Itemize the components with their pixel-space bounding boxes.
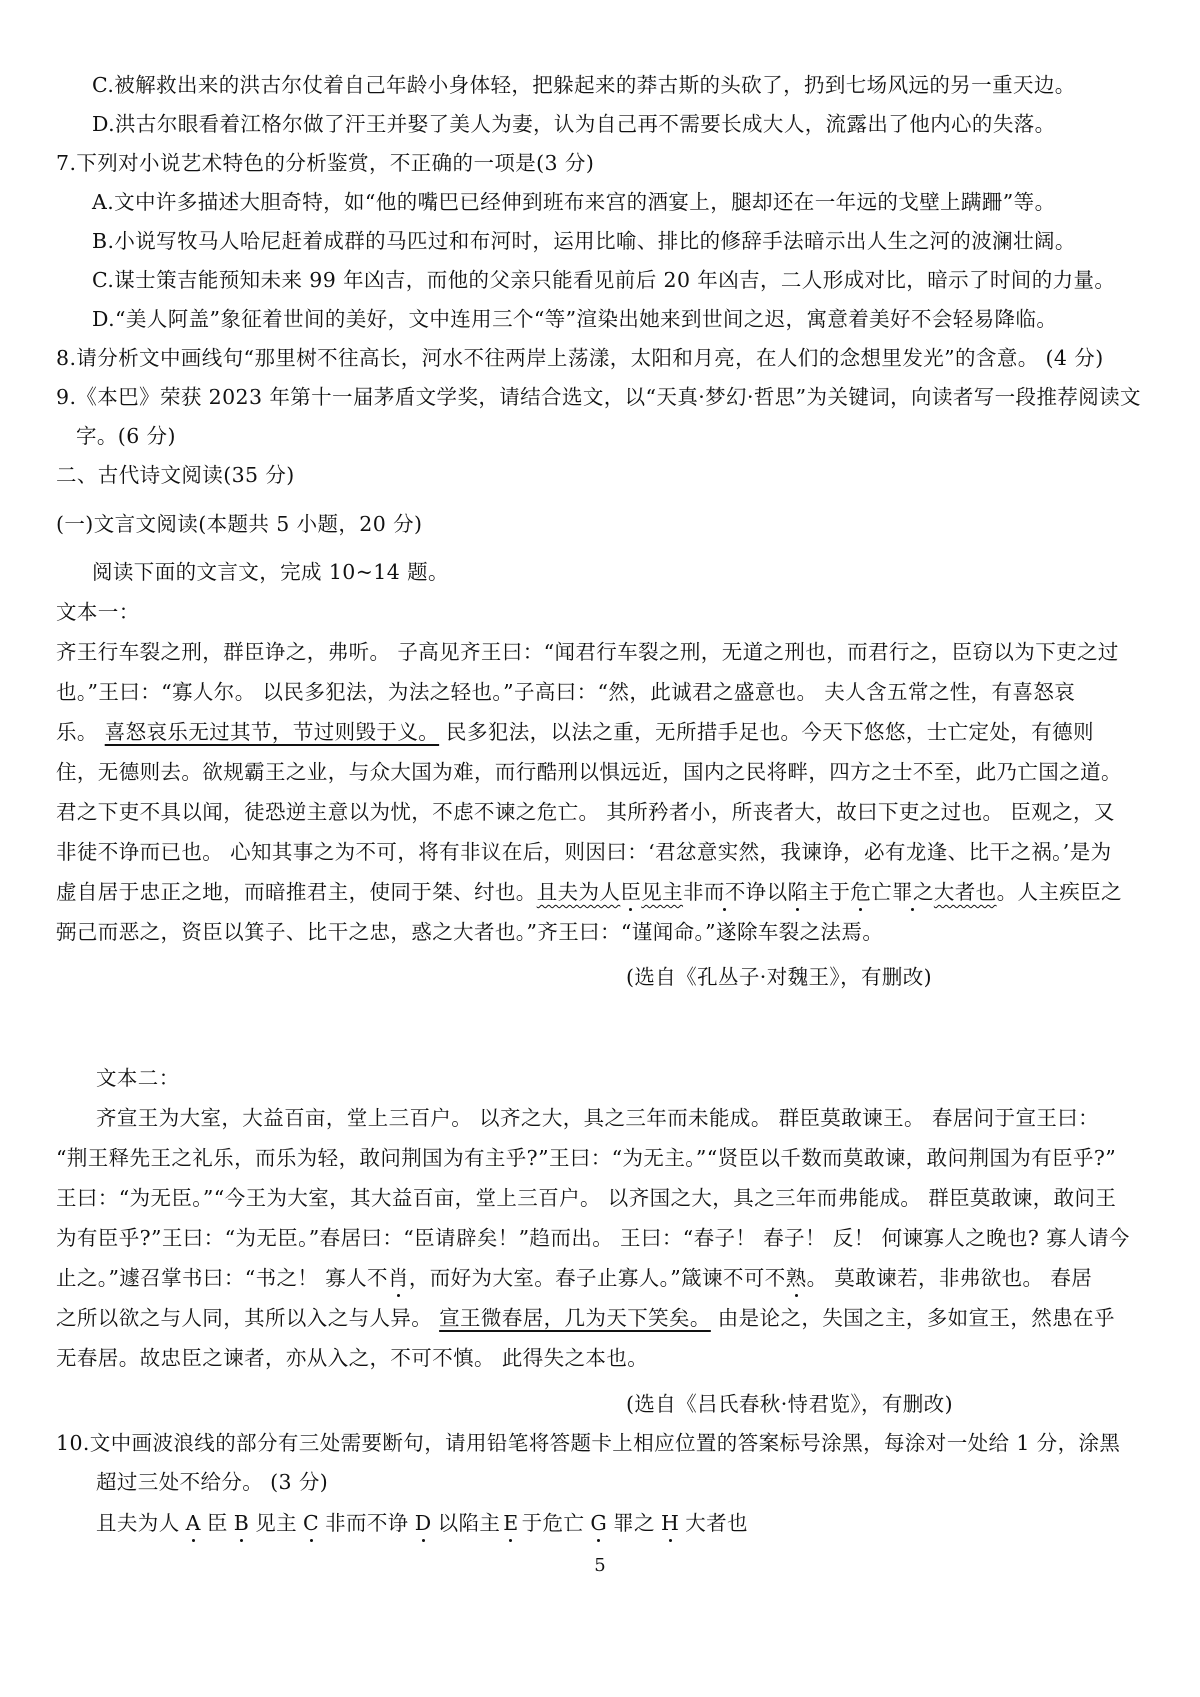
text-segment: ，而好为大室。春子止寡人。”箴谏不可不 [408, 1266, 786, 1290]
text2-label: 文本二： [96, 1066, 180, 1090]
page-number: 5 [594, 1555, 606, 1576]
wavy-segment: 大者也 [933, 880, 997, 904]
text1-line: 弼己而恶之，资臣以箕子、比干之忠，惑之大者也。”齐王曰：“谨闻命。”遂除车裂之法焉。 [56, 920, 884, 944]
wavy-segment: 见主 [641, 880, 684, 904]
q9-stem-line1: 9.《本巴》荣获 2023 年第十一届茅盾文学奖，请结合选文，以“天真·梦幻·哲思”为关键词，向读者写一段推荐阅读文 [56, 385, 1141, 409]
sentence-segment: 罪之 [613, 1511, 655, 1535]
text2-line: 王曰：“为无臣。”“今王为大室，其大益百亩，堂上三百户。 以齐国之大，具之三年而弗能成。 群臣莫敢谏，敢问王 [56, 1186, 1117, 1210]
break-option-c[interactable]: C [303, 1508, 319, 1538]
text-segment: 。人主疾臣之 [996, 880, 1122, 904]
sentence-segment: 且夫为人 [96, 1511, 180, 1535]
underlined-sentence: 喜怒哀乐无过其节，节过则毁于义。 [104, 720, 440, 744]
instruction: 阅读下面的文言文，完成 10~14 题。 [92, 560, 449, 584]
q7-stem: 7.下列对小说艺术特色的分析鉴赏，不正确的一项是(3 分) [56, 151, 595, 175]
section-title: 二、古代诗文阅读(35 分) [56, 463, 295, 487]
text1-line: 也。”王曰：“寡人尔。 以民多犯法，为法之轻也。”子高曰：“然，此诚君之盛意也。 夫人含五常之性，有喜怒哀 [56, 680, 1076, 704]
text1-line: 君之下吏不具以闻，徒恐逆主意以为忧，不虑不谏之危亡。 其所矜者小，所丧者大，故曰下吏之过也。 臣观之，又 [56, 800, 1115, 824]
wavy-segment: 非而不诤 [683, 877, 767, 907]
text2-source: (选自《吕氏春秋·恃君览》，有删改) [626, 1392, 953, 1416]
text2-line: 无春居。故忠臣之谏者，亦从入之，不可不慎。 此得失之本也。 [56, 1346, 649, 1370]
q6-option-c: C.被解救出来的洪古尔仗着自己年龄小身体轻，把躲起来的莽古斯的头砍了，扔到七场风远的另一重天边。 [92, 73, 1076, 97]
q7-option-a: A.文中许多描述大胆奇特，如“他的嘴巴已经伸到班布来宫的酒宴上，腿却还在一年远的戈壁上蹒跚”等。 [92, 190, 1056, 214]
sentence-segment: 非而不诤 [325, 1511, 409, 1535]
sentence-segment: 于危亡 [521, 1511, 585, 1535]
text1-source: (选自《孔丛子·对魏王》，有删改) [626, 965, 933, 989]
wavy-segment: 且夫为人 [536, 880, 621, 904]
underlined-sentence: 宣王微春居，几为天下笑矣。 [439, 1306, 711, 1330]
q10-stem-line1: 10.文中画波浪线的部分有三处需要断句，请用铅笔将答题卡上相应位置的答案标号涂黑，每涂对一处给 1 分，涂黑 [56, 1431, 1121, 1455]
text-segment: 。 莫敢谏若，非弗欲也。 春居 [806, 1266, 1093, 1290]
text1-line: 齐王行车裂之刑，群臣诤之，弗听。 子高见齐王曰：“闻君行车裂之刑，无道之刑也，而君行之，臣窃以为下吏之过 [56, 640, 1119, 664]
text2-line: 齐宣王为大室，大益百亩，堂上三百户。 以齐之大，具之三年而未能成。 群臣莫敢谏王。 春居问于宣王曰： [96, 1106, 1100, 1130]
q7-option-c: C.谋士策吉能预知未来 99 年凶吉，而他的父亲只能看见前后 20 年凶吉，二人形成对比，暗示了时间的力量。 [92, 268, 1116, 292]
text1-line [56, 717, 1094, 747]
q10-options [96, 1508, 748, 1538]
dotted-character: 肖 [388, 1263, 409, 1293]
text2-line [56, 1303, 1115, 1333]
text2-line: “荆王释先王之礼乐，而乐为轻，敢问荆国为有主乎?”王曰：“为无主。”“贤臣以千数而莫敢谏，敢问荆国为有臣乎?” [56, 1146, 1117, 1170]
text1-line: 住，无德则去。欲规霸王之业，与众大国为难，而行酷刑以惧远近，国内之民将畔，四方之士不至，此乃亡国之道。 [56, 760, 1122, 784]
text1-label: 文本一： [56, 600, 140, 624]
text-segment: 民多犯法，以法之重，无所措手足也。今天下悠悠，士亡定处，有德则 [439, 720, 1094, 744]
break-option-a[interactable]: A [186, 1508, 201, 1538]
wavy-underlined-sentence [537, 880, 997, 904]
wavy-segment: 以陷主 [767, 877, 830, 907]
q6-option-d: D.洪古尔眼看着江格尔做了汗王并娶了美人为妻，认为自己再不需要长成大人，流露出了他内心的失落。 [92, 112, 1056, 136]
text2-line: 为有臣乎?”王曰：“为无臣。”春居曰：“臣请辟矣！”趋而出。 王曰：“春子！ 春子！ 反！ 何谏寡人之晚也? 寡人请今 [56, 1226, 1130, 1250]
dotted-character: 熟 [786, 1263, 807, 1293]
q10-stem-line2: 超过三处不给分。 (3 分) [96, 1470, 329, 1494]
break-option-d[interactable]: D [415, 1508, 432, 1538]
text1-line: 非徒不诤而已也。 心知其事之为不可，将有非议在后，则因曰：‘君忿意实然，我谏诤，必有龙逢、比干之祸。’是为 [56, 840, 1112, 864]
break-option-g[interactable]: G [590, 1508, 607, 1538]
break-option-b[interactable]: B [234, 1508, 249, 1538]
text-segment: 乐。 [56, 720, 105, 744]
text1-line [56, 877, 1122, 907]
text-segment: 止之。”遽召掌书曰：“书之！ 寡人不 [56, 1266, 388, 1290]
q9-stem-line2: 字。(6 分) [76, 424, 176, 448]
wavy-segment: 臣 [620, 877, 641, 907]
break-option-h[interactable]: H [661, 1508, 679, 1538]
text-segment: 虚自居于忠正之地，而暗推君主，使同于桀、纣也。 [56, 880, 537, 904]
sentence-segment: 大者也 [685, 1511, 748, 1535]
wavy-segment: 罪之 [892, 877, 934, 907]
text-segment: 由是论之，失国之主，多如宣王，然患在乎 [710, 1306, 1115, 1330]
wavy-segment: 于危亡 [829, 877, 892, 907]
sentence-segment: 臣 [206, 1511, 228, 1535]
q7-option-b: B.小说写牧马人哈尼赶着成群的马匹过和布河时，运用比喻、排比的修辞手法暗示出人生之河的波澜壮阔。 [92, 229, 1076, 253]
sentence-segment: 见主 [255, 1511, 298, 1535]
subsection-title: (一)文言文阅读(本题共 5 小题，20 分) [56, 512, 423, 536]
q7-option-d: D.“美人阿盖”象征着世间的美好，文中连用三个“等”渲染出她来到世间之迟，寓意着美好不会轻易降临。 [92, 307, 1058, 331]
text2-line [56, 1263, 1092, 1293]
sentence-segment: 以陷主 [437, 1511, 501, 1535]
break-option-e[interactable]: E [503, 1508, 518, 1538]
text-segment: 之所以欲之与人同，其所以入之与人异。 [56, 1306, 440, 1330]
q8-stem: 8.请分析文中画线句“那里树不往高长，河水不往两岸上荡漾，太阳和月亮，在人们的念想里发光”的含意。 (4 分) [56, 346, 1104, 370]
